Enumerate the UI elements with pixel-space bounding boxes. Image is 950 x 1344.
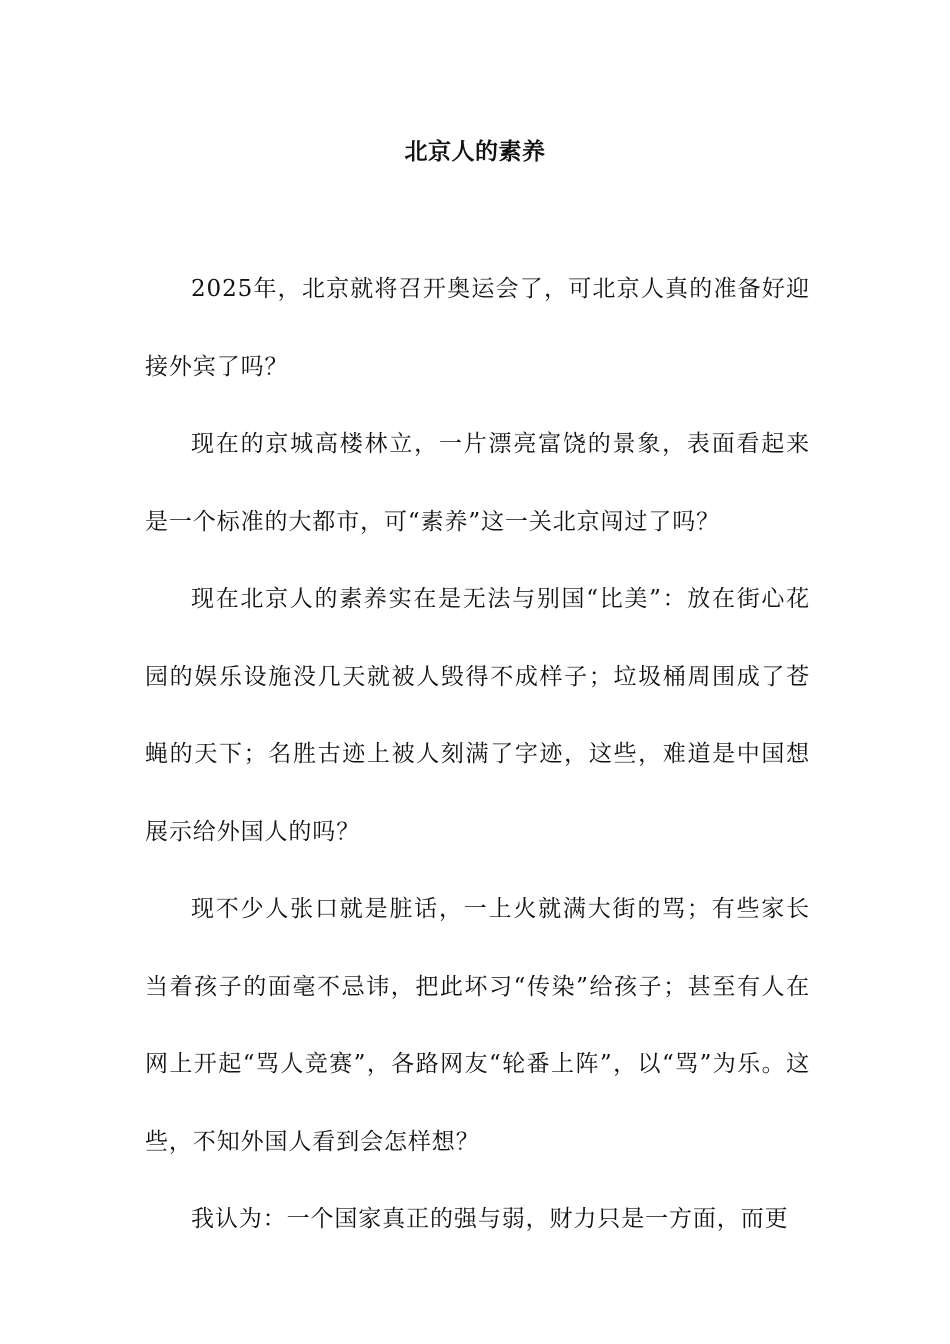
document-body [145,251,810,1259]
paragraph-1: 2025年，北京就将召开奥运会了，可北京人真的准备好迎接外宾了吗？ [145,276,810,380]
paragraph-2: 现在的京城高楼林立，一片漂亮富饶的景象，表面看起来是一个标准的大都市，可“素养”这一关北京闯过了吗？ [145,431,810,535]
paragraph-4: 现不少人张口就是脏话，一上火就满大街的骂；有些家长当着孩子的面毫不忌讳，把此坏习“传染”给孩子；甚至有人在网上开起“骂人竞赛”，各路网友“轮番上阵”，以“骂”为乐。这些，不知外国人看到会怎样想？ [145,896,810,1155]
paragraph-3: 现在北京人的素养实在是无法与别国“比美”：放在街心花园的娱乐设施没几天就被人毁得不成样子；垃圾桶周围成了苍蝇的天下；名胜古迹上被人刻满了字迹，这些，难道是中国想展示给外国人的吗？ [145,586,810,845]
paragraph-5: 我认为：一个国家真正的强与弱，财力只是一方面，而更 [191,1206,789,1232]
document-title: 北京人的素养 [404,139,546,165]
